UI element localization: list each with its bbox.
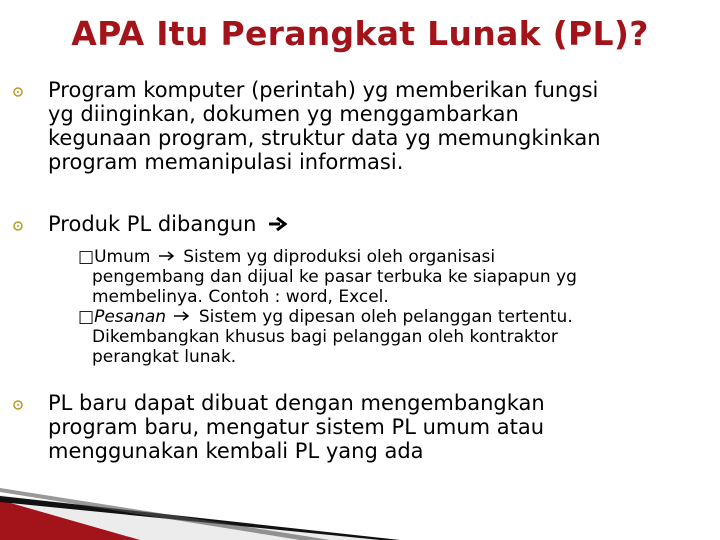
bullet-1-line: Program komputer (perintah) yg memberikan fungsi xyxy=(48,78,599,102)
circle-bullet-icon xyxy=(12,86,24,98)
checkbox-bullet-icon: □ xyxy=(78,247,95,267)
page-title: APA Itu Perangkat Lunak (PL)? xyxy=(71,14,649,53)
sub-item-text: Sistem yg diproduksi oleh organisasi xyxy=(183,247,496,267)
sub-list xyxy=(78,247,708,367)
right-arrow-icon xyxy=(158,250,176,262)
sub-item-text: perangkat lunak. xyxy=(92,347,237,367)
bullet-3-line: PL baru dapat dibuat dengan mengembangkan xyxy=(48,391,545,415)
circle-bullet-icon xyxy=(12,399,24,411)
bullet-1-line: program memanipulasi informasi. xyxy=(48,150,404,174)
bullet-3-line: program baru, mengatur sistem PL umum atau xyxy=(48,415,545,439)
bullet-3-line: menggunakan kembali PL yang ada xyxy=(48,439,424,463)
bullet-1-line: kegunaan program, struktur data yg memungkinkan xyxy=(48,126,601,150)
bullet-1-text xyxy=(48,78,708,174)
right-arrow-icon xyxy=(173,310,191,322)
sub-item-term: Umum xyxy=(94,247,151,267)
right-arrow-icon xyxy=(267,216,289,232)
bullet-2-label: Produk PL dibangun xyxy=(48,212,257,236)
sub-item-umum xyxy=(78,247,708,267)
sub-item-text: Sistem yg dipesan oleh pelanggan tertentu. xyxy=(198,307,573,327)
sub-item-text: pengembang dan dijual ke pasar terbuka ke siapapun yg xyxy=(92,267,577,287)
sub-item-text: Dikembangkan khusus bagi pelanggan oleh kontraktor xyxy=(92,327,558,347)
decorative-wedge xyxy=(0,440,400,540)
sub-item-pesanan xyxy=(78,307,708,327)
sub-item-term: Pesanan xyxy=(94,307,167,327)
bullet-1-line: yg diinginkan, dokumen yg menggambarkan xyxy=(48,102,519,126)
circle-bullet-icon xyxy=(12,220,24,232)
checkbox-bullet-icon: □ xyxy=(78,307,95,327)
sub-item-text: membelinya. Contoh : word, Excel. xyxy=(92,287,389,307)
bullet-2-text xyxy=(48,212,708,236)
